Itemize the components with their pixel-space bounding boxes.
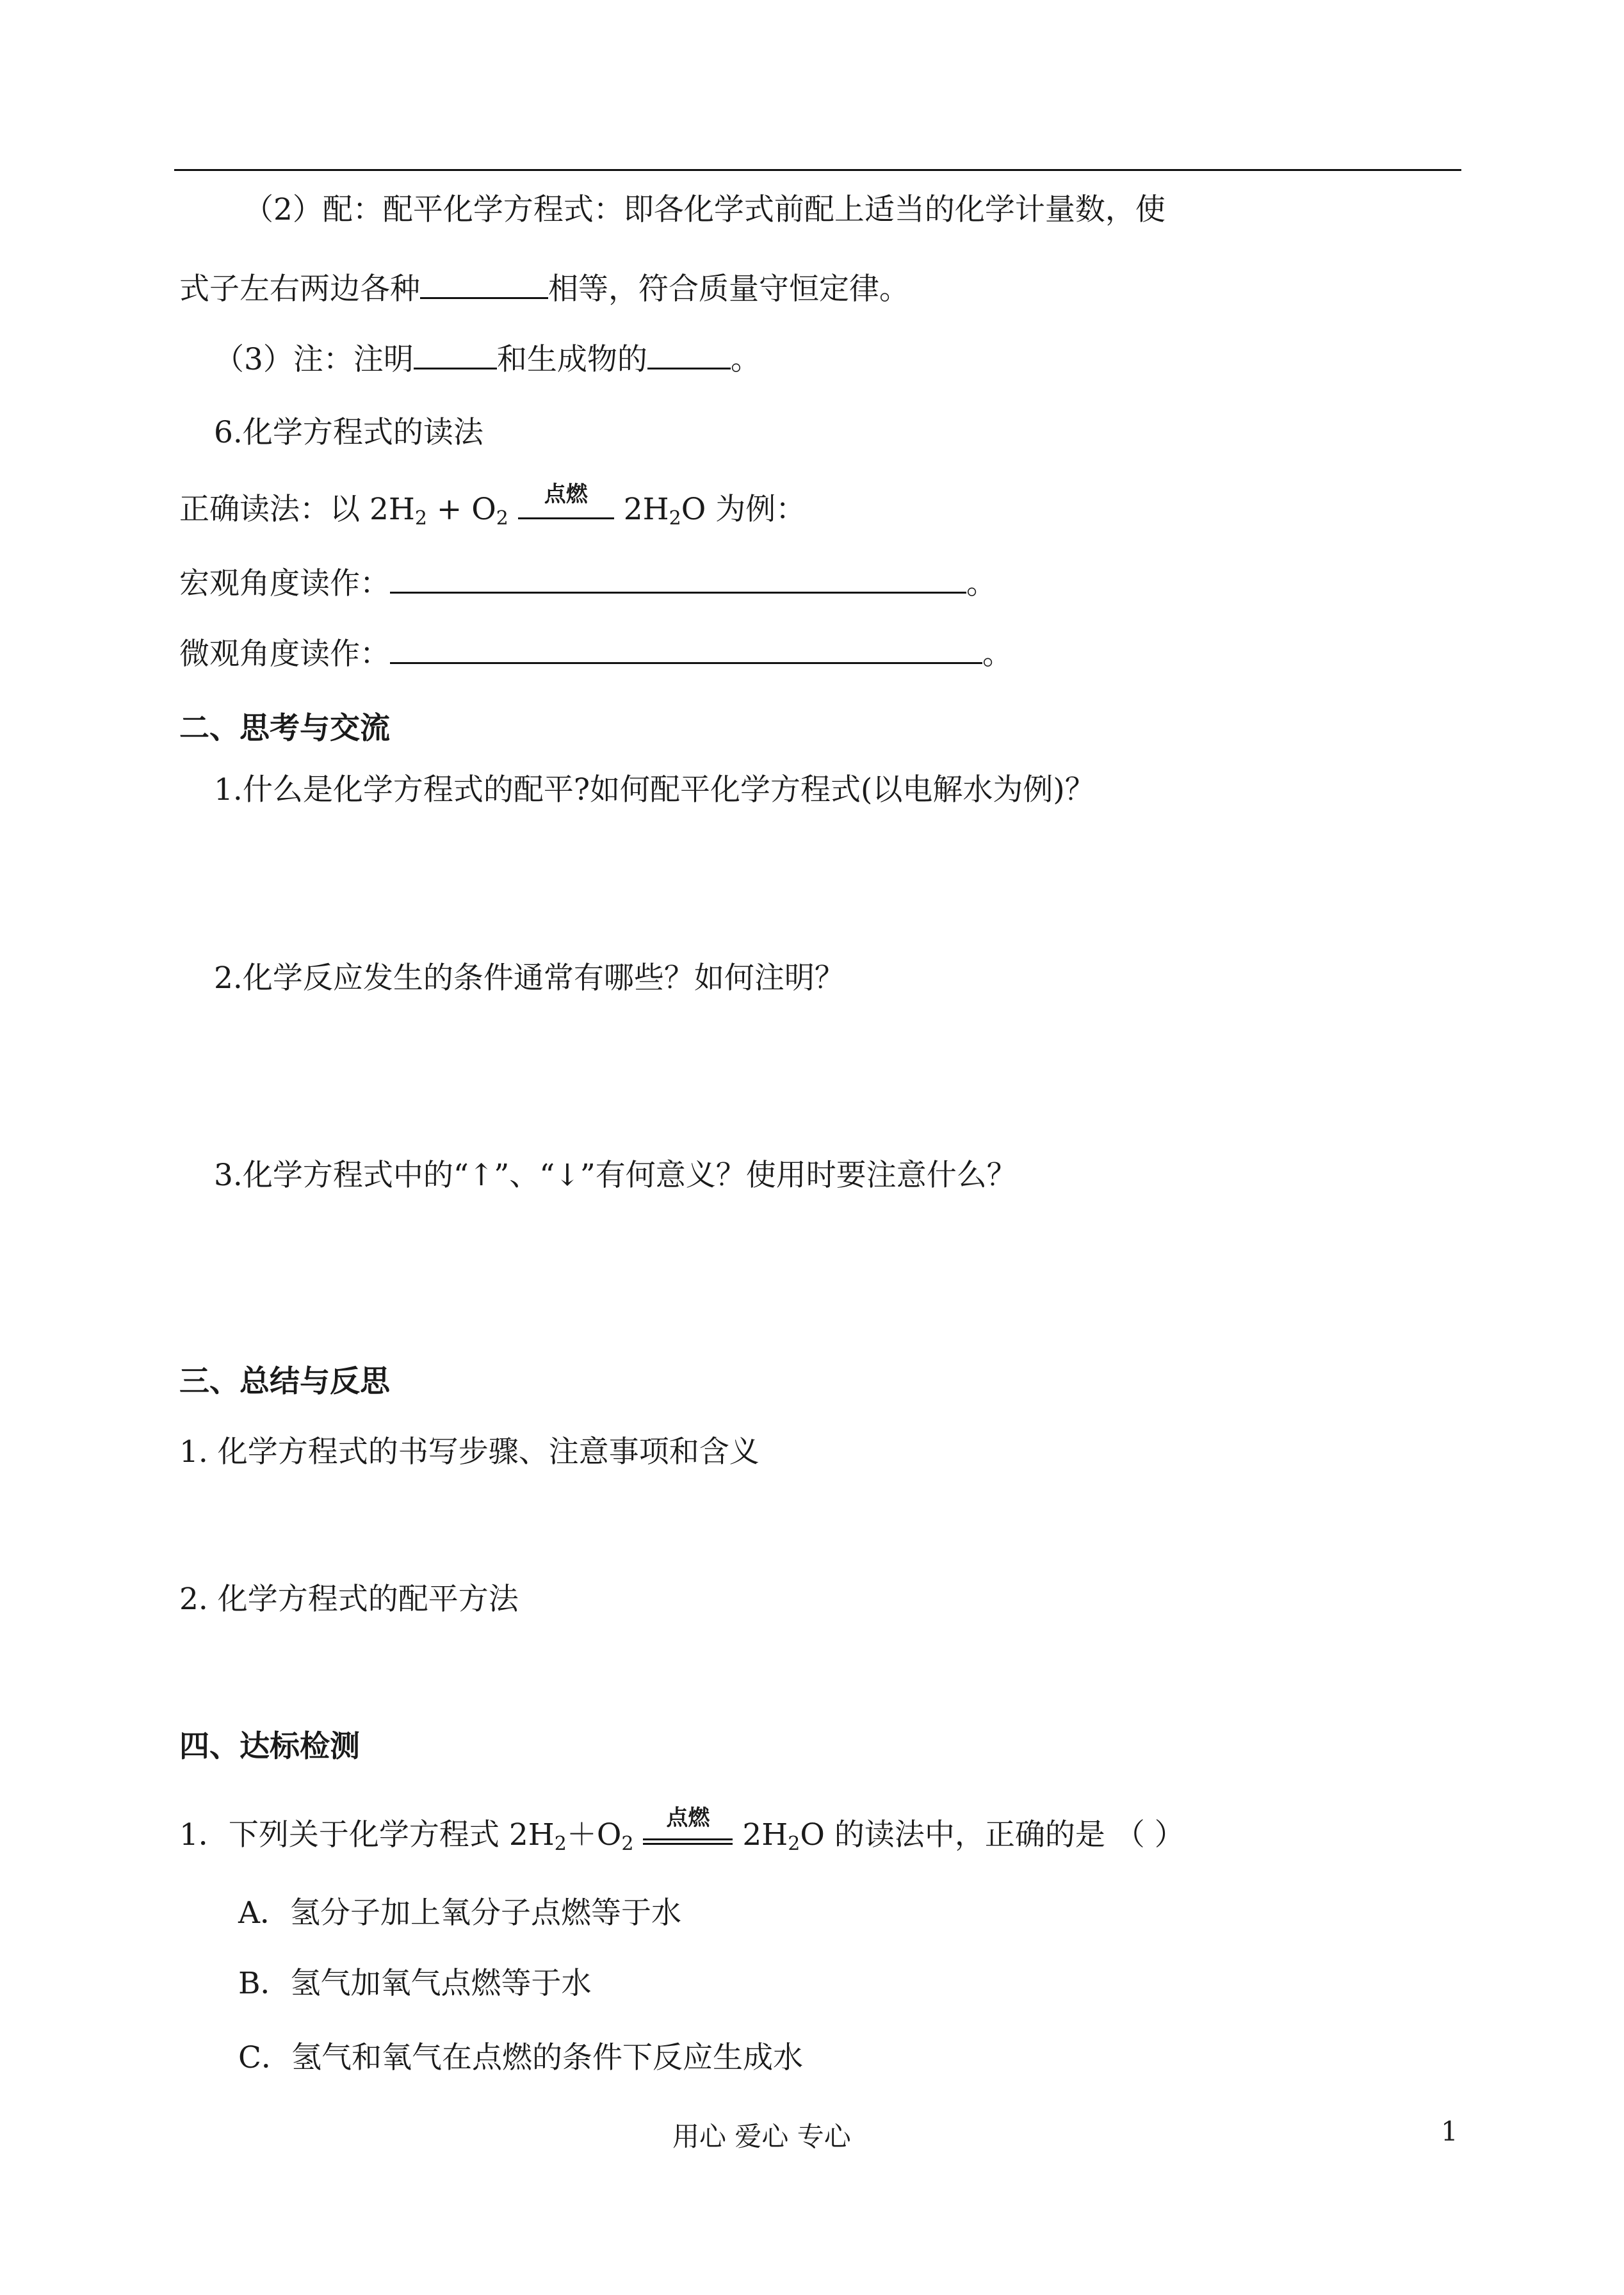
question-2: 2.化学反应发生的条件通常有哪些？如何注明？ bbox=[214, 961, 845, 996]
test-question-1: 1．下列关于化学方程式 $2H_2+O_2$ 点燃 $2H_2O$ 的读法中，正确的是 （ ） bbox=[179, 1805, 1185, 1855]
option-c[interactable]: C．氢气和氧气在点燃的条件下反应生成水 bbox=[238, 2040, 803, 2075]
summary-item-1: 1. 化学方程式的书写步骤、注意事项和含义 bbox=[179, 1434, 759, 1470]
reaction-arrow: 点燃 bbox=[518, 501, 614, 519]
section4-title: 四、达标检测 bbox=[179, 1729, 360, 1764]
section3-title: 三、总结与反思 bbox=[179, 1364, 390, 1399]
micro-answer-blank[interactable] bbox=[390, 634, 982, 664]
option-a[interactable]: A．氢分子加上氧分子点燃等于水 bbox=[238, 1895, 681, 1931]
fill-blank[interactable] bbox=[647, 339, 731, 369]
reaction-double-arrow: 点燃 bbox=[643, 1824, 733, 1845]
micro-reading-line: 微观角度读作： 。 bbox=[179, 634, 1012, 672]
option-b[interactable]: B．氢气加氧气点燃等于水 bbox=[238, 1966, 592, 2001]
question-3: 3.化学方程式中的“↑”、“↓”有何意义？使用时要注意什么？ bbox=[214, 1158, 1017, 1193]
reading-heading: 6.化学方程式的读法 bbox=[214, 415, 483, 450]
reading-example: 正确读法：以 $2H_2 + O_2$ 点燃 $2H_2O$ 为例： bbox=[179, 482, 806, 530]
step2-line2: 式子左右两边各种 相等，符合质量守恒定律。 bbox=[179, 269, 909, 307]
macro-reading-line: 宏观角度读作： 。 bbox=[179, 564, 996, 602]
section2-title: 二、思考与交流 bbox=[179, 711, 390, 746]
page-number: 1 bbox=[1441, 2116, 1458, 2147]
header-rule bbox=[174, 169, 1461, 171]
step3-line: （3）注：注明 和生成物的 。 bbox=[214, 339, 761, 378]
step2-line1: （2）配：配平化学方程式：即各化学式前配上适当的化学计量数，使 bbox=[243, 192, 1165, 227]
question-1: 1.什么是化学方程式的配平?如何配平化学方程式(以电解水为例)？ bbox=[214, 772, 1095, 807]
summary-item-2: 2. 化学方程式的配平方法 bbox=[179, 1582, 519, 1617]
footer-slogan: 用心 爱心 专心 bbox=[672, 2121, 851, 2152]
fill-blank[interactable] bbox=[420, 269, 548, 299]
fill-blank[interactable] bbox=[414, 339, 497, 369]
macro-answer-blank[interactable] bbox=[390, 564, 966, 594]
